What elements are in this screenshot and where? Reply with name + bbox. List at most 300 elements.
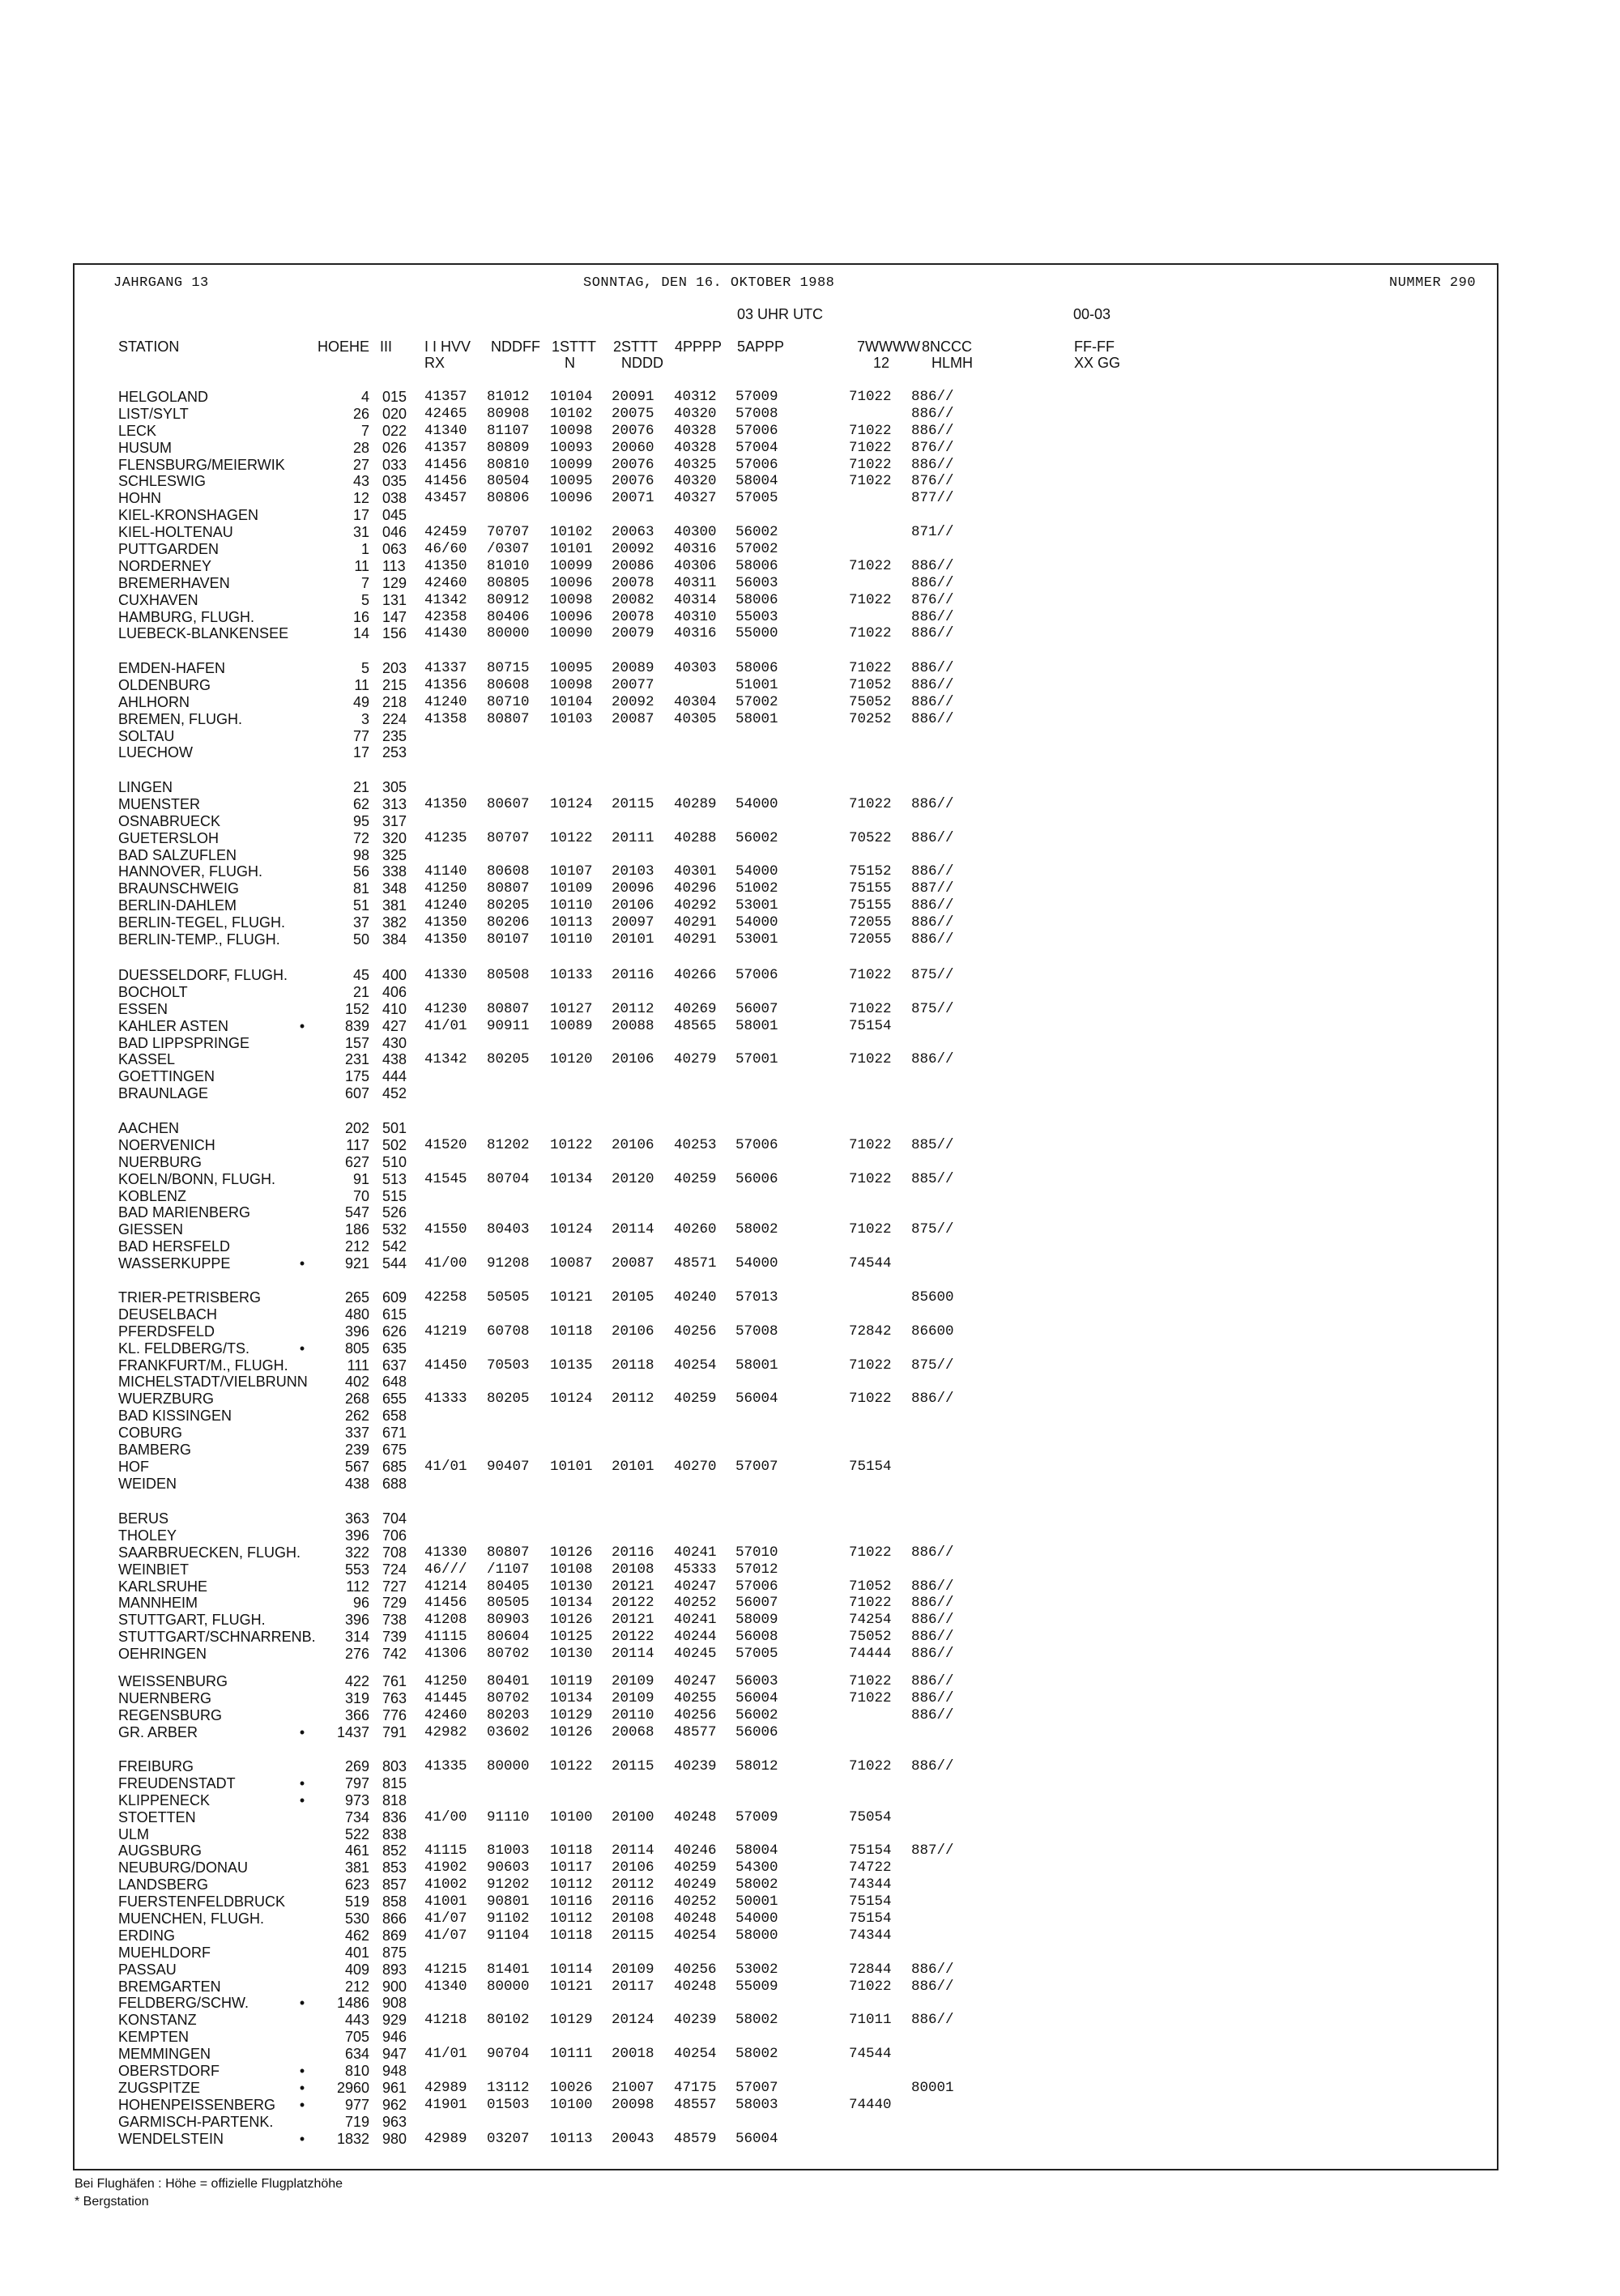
station-height: 839 (344, 1017, 369, 1034)
synop-group: 887// (911, 1842, 954, 1859)
synop-group: 41456 (424, 456, 467, 473)
station-name: BAD LIPPSPRINGE (118, 1034, 250, 1051)
synop-group: 10098 (550, 676, 593, 693)
station-height: 31 (352, 524, 369, 541)
synop-group: 20122 (612, 1629, 654, 1646)
station-name: WEIDEN (118, 1475, 177, 1492)
synop-group: 45333 (674, 1561, 717, 1578)
station-name: BAD HERSFELD (118, 1238, 231, 1255)
synop-group: 58002 (735, 1221, 778, 1238)
synop-group: 42989 (424, 2079, 467, 2096)
synop-group: 57004 (735, 439, 778, 456)
synop-group: 42358 (424, 608, 467, 625)
synop-group: 71022 (849, 1221, 892, 1238)
synop-group: 40252 (674, 1893, 717, 1910)
table-row (0, 440, 1620, 457)
station-height: 337 (344, 1425, 369, 1442)
station-name: HOHN (118, 490, 161, 507)
synop-group: 886// (911, 1646, 954, 1663)
station-height: 112 (346, 1578, 369, 1595)
synop-group: 10135 (550, 1357, 593, 1374)
station-name: FUERSTENFELDBRUCK (118, 1893, 286, 1910)
synop-group: 40325 (674, 456, 717, 473)
station-height: 7 (360, 574, 369, 591)
synop-group: 20091 (612, 389, 654, 405)
station-index: 147 (382, 608, 407, 625)
station-index: 739 (382, 1629, 407, 1646)
mountain-station-marker: • (299, 2063, 305, 2080)
table-row (0, 2080, 1620, 2097)
station-height: 623 (344, 1876, 369, 1893)
station-index: 869 (382, 1927, 407, 1944)
station-name: LUECHOW (118, 744, 194, 761)
table-row (0, 779, 1620, 796)
synop-group: 80205 (487, 1051, 530, 1068)
station-name: WUERZBURG (118, 1391, 214, 1408)
station-height: 43 (352, 473, 369, 490)
synop-group: 80508 (487, 967, 530, 983)
station-name: AHLHORN (118, 693, 190, 710)
synop-group: 41115 (424, 1842, 467, 1859)
synop-group: 10101 (550, 1458, 593, 1475)
synop-group: 58002 (735, 1876, 778, 1893)
synop-group: 40256 (674, 1706, 717, 1723)
station-group (0, 1758, 1620, 2147)
synop-group: 41330 (424, 1544, 467, 1561)
station-height: 480 (344, 1306, 369, 1323)
synop-group: 80807 (487, 710, 530, 727)
synop-group: 10118 (550, 1927, 593, 1944)
station-height: 239 (344, 1442, 369, 1459)
station-name: LIST/SYLT (118, 405, 189, 422)
table-row (0, 1945, 1620, 1962)
synop-group: 40256 (674, 1323, 717, 1340)
station-name: LANDSBERG (118, 1876, 209, 1893)
synop-group: 56002 (735, 1706, 778, 1723)
synop-group: 80205 (487, 1391, 530, 1408)
table-row (0, 558, 1620, 575)
synop-group: 10112 (550, 1876, 593, 1893)
station-index: 836 (382, 1808, 407, 1825)
synop-group: 48579 (674, 2130, 717, 2147)
table-row (0, 1154, 1620, 1171)
station-name: BREMEN, FLUGH. (118, 710, 243, 727)
table-row (0, 1051, 1620, 1068)
table-row (0, 507, 1620, 524)
synop-group: 80000 (487, 1978, 530, 1995)
synop-group: 20071 (612, 490, 654, 507)
station-group (0, 1510, 1620, 1663)
synop-group: 80809 (487, 439, 530, 456)
synop-group: 10096 (550, 574, 593, 591)
synop-group: 20106 (612, 1323, 654, 1340)
synop-group: 20092 (612, 541, 654, 558)
station-height: 719 (344, 2113, 369, 2130)
synop-group: 20124 (612, 2012, 654, 2029)
synop-group: 10104 (550, 389, 593, 405)
station-name: BREMERHAVEN (118, 574, 230, 591)
station-name: STUTTGART/SCHNARRENB. (118, 1629, 316, 1646)
synop-group: 41140 (424, 863, 467, 880)
table-row (0, 1775, 1620, 1792)
synop-group: 886// (911, 931, 954, 948)
synop-group: 20118 (612, 1357, 654, 1374)
synop-group: 20096 (612, 880, 654, 897)
station-height: 7 (360, 422, 369, 439)
station-group (0, 389, 1620, 642)
synop-group: 58006 (735, 591, 778, 608)
table-row (0, 830, 1620, 847)
table-row (0, 1442, 1620, 1459)
station-height: 152 (344, 1000, 369, 1017)
synop-group: 56008 (735, 1629, 778, 1646)
station-name: LECK (118, 422, 157, 439)
station-name: MUENCHEN, FLUGH. (118, 1910, 265, 1928)
synop-group: 58001 (735, 1357, 778, 1374)
synop-group: 80710 (487, 693, 530, 710)
synop-group: 886// (911, 1051, 954, 1068)
synop-group: 56003 (735, 1673, 778, 1689)
synop-group: /0307 (487, 541, 530, 558)
station-name: GARMISCH-PARTENK. (118, 2113, 274, 2130)
station-height: 77 (352, 727, 369, 744)
station-index: 791 (382, 1723, 407, 1740)
synop-group: 40254 (674, 2046, 717, 2063)
synop-group: 75154 (849, 1458, 892, 1475)
synop-group: 40300 (674, 524, 717, 541)
synop-group: 41250 (424, 1673, 467, 1689)
synop-group: 56007 (735, 1000, 778, 1017)
synop-group: 886// (911, 557, 954, 574)
synop-group: 40305 (674, 710, 717, 727)
station-height: 522 (344, 1825, 369, 1842)
station-index: 063 (382, 541, 407, 558)
synop-group: 80000 (487, 625, 530, 642)
synop-group: 20114 (612, 1842, 654, 1859)
synop-group: 41230 (424, 1000, 467, 1017)
station-index: 875 (382, 1944, 407, 1961)
synop-group: 20111 (612, 829, 654, 846)
station-index: 615 (382, 1306, 407, 1323)
synop-group: 71022 (849, 1051, 892, 1068)
synop-group: 886// (911, 1595, 954, 1612)
synop-group: 41/07 (424, 1910, 467, 1928)
synop-group: 54000 (735, 1910, 778, 1928)
station-height: 11 (354, 557, 369, 574)
synop-group: 71022 (849, 557, 892, 574)
synop-group: 80107 (487, 931, 530, 948)
station-index: 776 (382, 1706, 407, 1723)
synop-group: 886// (911, 795, 954, 812)
synop-group: 80702 (487, 1689, 530, 1706)
synop-group: 80903 (487, 1612, 530, 1629)
synop-group: 91104 (487, 1927, 530, 1944)
synop-group: 57005 (735, 1646, 778, 1663)
synop-group: 54000 (735, 795, 778, 812)
synop-group: 71052 (849, 676, 892, 693)
synop-group: 72055 (849, 914, 892, 931)
station-index: 947 (382, 2046, 407, 2063)
synop-group: 46/// (424, 1561, 467, 1578)
station-index: 929 (382, 2012, 407, 2029)
station-name: KL. FELDBERG/TS. (118, 1340, 250, 1357)
synop-group: 40301 (674, 863, 717, 880)
station-height: 21 (352, 983, 369, 1000)
synop-group: 80807 (487, 880, 530, 897)
station-index: 430 (382, 1034, 407, 1051)
synop-group: 71022 (849, 1170, 892, 1187)
station-name: SOLTAU (118, 727, 175, 744)
synop-group: 80707 (487, 829, 530, 846)
synop-group: 58006 (735, 660, 778, 676)
station-height: 363 (344, 1510, 369, 1527)
synop-group: 57007 (735, 2079, 778, 2096)
synop-group: 875// (911, 1357, 954, 1374)
synop-group: 40252 (674, 1595, 717, 1612)
synop-group: 20082 (612, 591, 654, 608)
synop-group: 41357 (424, 389, 467, 405)
synop-group: 74344 (849, 1876, 892, 1893)
station-height: 322 (344, 1544, 369, 1561)
station-height: 805 (344, 1340, 369, 1357)
station-name: BERLIN-TEGEL, FLUGH. (118, 914, 286, 931)
synop-group: 70707 (487, 524, 530, 541)
station-height: 62 (352, 795, 369, 812)
table-row (0, 1476, 1620, 1493)
synop-group: 80205 (487, 897, 530, 914)
synop-group: 48557 (674, 2096, 717, 2113)
station-name: GR. ARBER (118, 1723, 198, 1740)
synop-group: 40279 (674, 1051, 717, 1068)
synop-group: 886// (911, 625, 954, 642)
table-row (0, 1188, 1620, 1205)
synop-group: 54000 (735, 1255, 778, 1272)
synop-group: 58012 (735, 1758, 778, 1774)
synop-group: 80607 (487, 795, 530, 812)
table-row (0, 728, 1620, 745)
synop-group: 20077 (612, 676, 654, 693)
station-height: 401 (344, 1944, 369, 1961)
table-row (0, 1561, 1620, 1578)
synop-group: 10089 (550, 1017, 593, 1034)
issue-date: SONNTAG, DEN 16. OKTOBER 1988 (583, 275, 835, 291)
station-height: 276 (344, 1646, 369, 1663)
station-name: HANNOVER, FLUGH. (118, 863, 263, 880)
station-name: GUETERSLOH (118, 829, 220, 846)
station-height: 402 (344, 1374, 369, 1391)
synop-group: 886// (911, 1612, 954, 1629)
station-index: 648 (382, 1374, 407, 1391)
station-name: HUSUM (118, 439, 172, 456)
station-name: KLIPPENECK (118, 1791, 211, 1808)
synop-group: 20098 (612, 2096, 654, 2113)
synop-group: 75155 (849, 897, 892, 914)
station-name: FELDBERG/SCHW. (118, 1995, 249, 2012)
station-height: 409 (344, 1961, 369, 1978)
table-row (0, 1809, 1620, 1826)
table-row (0, 609, 1620, 626)
synop-group: 40306 (674, 557, 717, 574)
station-name: GOETTINGEN (118, 1068, 215, 1085)
station-name: MANNHEIM (118, 1595, 198, 1612)
synop-group: 41350 (424, 914, 467, 931)
synop-group: 41358 (424, 710, 467, 727)
synop-group: 10122 (550, 829, 593, 846)
station-group (0, 1120, 1620, 1272)
synop-group: 10098 (550, 591, 593, 608)
station-height: 607 (344, 1085, 369, 1102)
synop-group: 10100 (550, 1808, 593, 1825)
synop-group: 10104 (550, 693, 593, 710)
table-row (0, 1068, 1620, 1085)
synop-group: 40289 (674, 795, 717, 812)
station-name: KASSEL (118, 1051, 176, 1068)
synop-group: 40248 (674, 1808, 717, 1825)
station-height: 319 (344, 1689, 369, 1706)
synop-group: 40245 (674, 1646, 717, 1663)
table-row (0, 592, 1620, 609)
station-name: ERDING (118, 1927, 176, 1944)
synop-group: 75152 (849, 863, 892, 880)
synop-group: 40328 (674, 422, 717, 439)
synop-group: 20110 (612, 1706, 654, 1723)
synop-group: 58004 (735, 473, 778, 490)
synop-group: 40259 (674, 1859, 717, 1876)
synop-group: 10090 (550, 625, 593, 642)
synop-group: 10087 (550, 1255, 593, 1272)
station-index: 444 (382, 1068, 407, 1085)
table-row (0, 1459, 1620, 1476)
synop-group: 886// (911, 422, 954, 439)
synop-group: 41/07 (424, 1927, 467, 1944)
synop-group: 40248 (674, 1910, 717, 1928)
synop-group: 71022 (849, 1391, 892, 1408)
synop-group: 74440 (849, 2096, 892, 2113)
station-height: 547 (344, 1204, 369, 1221)
col-1sttt-sub: N (565, 355, 575, 371)
station-height: 396 (344, 1323, 369, 1340)
station-index: 980 (382, 2130, 407, 2147)
station-index: 637 (382, 1357, 407, 1374)
synop-group: 40254 (674, 1357, 717, 1374)
synop-group: 80102 (487, 2012, 530, 2029)
station-height: 81 (352, 880, 369, 897)
col-7wwww: 7WWWW (857, 339, 920, 355)
synop-group: 21007 (612, 2079, 654, 2096)
station-name: NORDERNEY (118, 557, 212, 574)
synop-group: 80203 (487, 1706, 530, 1723)
synop-group: 71022 (849, 1136, 892, 1153)
station-name: BRAUNLAGE (118, 1085, 209, 1102)
table-row (0, 1204, 1620, 1221)
synop-group: 10124 (550, 1391, 593, 1408)
station-index: 706 (382, 1527, 407, 1544)
synop-group: 10120 (550, 1051, 593, 1068)
synop-group: 58003 (735, 2096, 778, 2113)
synop-group: 80604 (487, 1629, 530, 1646)
synop-group: 53001 (735, 931, 778, 948)
station-name: KOELN/BONN, FLUGH. (118, 1170, 276, 1187)
synop-group: 13112 (487, 2079, 530, 2096)
station-height: 921 (344, 1255, 369, 1272)
table-row (0, 1758, 1620, 1775)
synop-group: 71022 (849, 967, 892, 983)
synop-group: 20109 (612, 1689, 654, 1706)
synop-group: 58004 (735, 1842, 778, 1859)
station-index: 502 (382, 1136, 407, 1153)
station-index: 688 (382, 1475, 407, 1492)
synop-group: 80908 (487, 405, 530, 422)
synop-group: 10101 (550, 541, 593, 558)
synop-group: 10129 (550, 1706, 593, 1723)
synop-group: 886// (911, 710, 954, 727)
table-row (0, 490, 1620, 507)
synop-group: 80403 (487, 1221, 530, 1238)
synop-group: 80704 (487, 1170, 530, 1187)
mountain-station-marker: • (299, 1340, 305, 1357)
synop-group: 887// (911, 880, 954, 897)
synop-group: 41208 (424, 1612, 467, 1629)
synop-group: 10134 (550, 1689, 593, 1706)
synop-group: 54000 (735, 863, 778, 880)
station-height: 269 (344, 1758, 369, 1774)
synop-group: 40296 (674, 880, 717, 897)
mountain-station-marker: • (299, 2096, 305, 2113)
synop-group: 56004 (735, 1391, 778, 1408)
station-index: 253 (382, 744, 407, 761)
synop-group: 41215 (424, 1961, 467, 1978)
synop-group: 41001 (424, 1893, 467, 1910)
synop-group: 40246 (674, 1842, 717, 1859)
synop-group: 10130 (550, 1578, 593, 1595)
synop-group: 41357 (424, 439, 467, 456)
synop-group: 886// (911, 1961, 954, 1978)
station-index: 544 (382, 1255, 407, 1272)
synop-group: 42465 (424, 405, 467, 422)
synop-group: 40312 (674, 389, 717, 405)
synop-group: 41545 (424, 1170, 467, 1187)
station-name: NOERVENICH (118, 1136, 215, 1153)
synop-group: 90603 (487, 1859, 530, 1876)
synop-group: 40259 (674, 1391, 717, 1408)
station-index: 946 (382, 2029, 407, 2046)
station-index: 320 (382, 829, 407, 846)
synop-group: 20078 (612, 608, 654, 625)
table-row (0, 847, 1620, 864)
table-row (0, 1120, 1620, 1137)
station-name: THOLEY (118, 1527, 177, 1544)
synop-group: 71022 (849, 795, 892, 812)
synop-group: 40328 (674, 439, 717, 456)
synop-group: 75054 (849, 1808, 892, 1825)
synop-group: 40292 (674, 897, 717, 914)
synop-group: 50505 (487, 1289, 530, 1306)
station-name: CUXHAVEN (118, 591, 198, 608)
station-height: 519 (344, 1893, 369, 1910)
synop-group: 20043 (612, 2130, 654, 2147)
synop-group: 75154 (849, 1017, 892, 1034)
synop-group: 10114 (550, 1961, 593, 1978)
col-iihvv: I I HVV (424, 339, 471, 355)
synop-group: 20097 (612, 914, 654, 931)
synop-group: 20115 (612, 1758, 654, 1774)
synop-group: 10127 (550, 1000, 593, 1017)
synop-group: 20101 (612, 1458, 654, 1475)
synop-group: 20068 (612, 1723, 654, 1740)
station-height: 438 (344, 1475, 369, 1492)
station-height: 627 (344, 1153, 369, 1170)
synop-group: 74544 (849, 2046, 892, 2063)
